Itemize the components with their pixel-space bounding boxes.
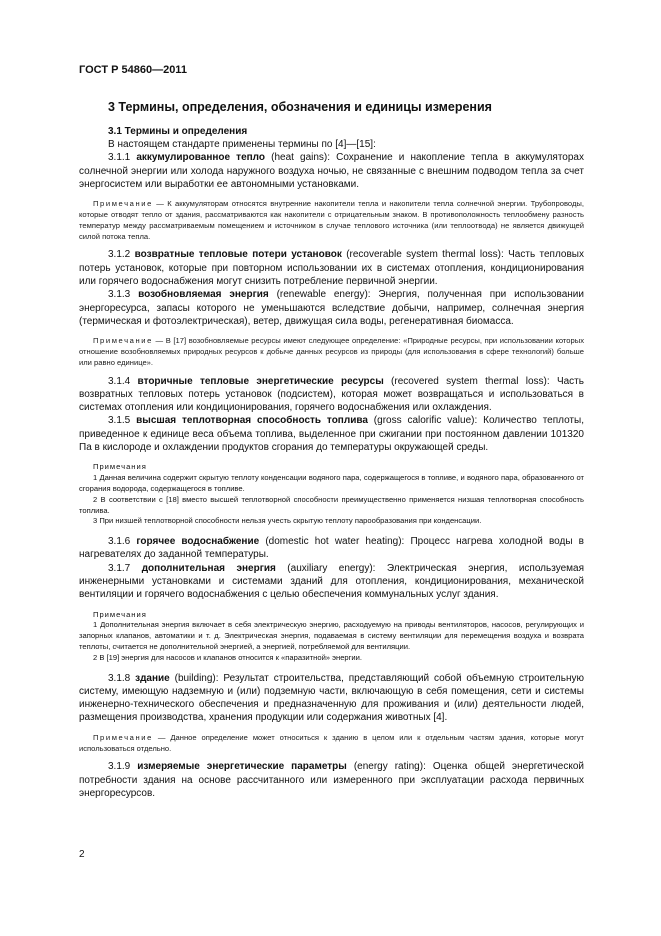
note-3-1-8 <box>79 733 584 755</box>
term-name: возвратные тепловые потери установок <box>134 249 342 261</box>
term-number: 3.1.3 <box>108 289 139 301</box>
note-text: — В [17] возобновляемые ресурсы имеют следующее определение: «Природные ресурсы, при использовании которых отношение возобновляемых природных ресурсов к добыче данных ресурсов из природы (для использования в сфере технологий) больше или равно единице». <box>79 336 584 367</box>
term-number: 3.1.6 <box>108 536 137 548</box>
term-name: аккумулированное тепло <box>136 152 266 164</box>
term-definition: (heat gains): Сохранение и накопление тепла в аккумуляторах солнечной энергии или холода наружного воздуха ночью, не связанные с внешним подводом тепла за счет энергосистем или выработки ее автономными установками. <box>79 152 584 190</box>
note-item: 2 В соответствии с [18] вместо высшей теплотворной способности преимущественно применяется низшая теплотворная способность топлива. <box>79 494 584 515</box>
notes-3-1-5 <box>79 462 584 527</box>
notes-3-1-7 <box>79 610 584 664</box>
page-content <box>79 99 584 800</box>
term-3-1-2 <box>79 248 584 288</box>
term-definition: (recovered system thermal loss): Часть возвратных тепловых потерь установок (подсистем), которая может возвращаться и использоваться в системах отопления или кондиционирования, горячего водоснабжения или охлаждения. <box>79 375 584 414</box>
term-number: 3.1.8 <box>108 672 136 684</box>
term-definition: (gross calorific value): Количество теплоты, приведенное к единице веса объема топлива, выделенное при сжигании при постоянном давлении 101320 Па в кислороде и охлаждении продуктов сгорания до температуры окружающей среды. <box>79 415 584 454</box>
term-3-1-9 <box>79 760 584 800</box>
term-3-1-4 <box>79 375 584 415</box>
document-header: ГОСТ Р 54860—2011 <box>79 64 187 76</box>
term-number: 3.1.2 <box>108 249 135 261</box>
term-name: горячее водоснабжение <box>136 536 260 548</box>
term-3-1-5 <box>79 414 584 454</box>
note-item: 1 Данная величина содержит скрытую теплоту конденсации водяного пара, содержащегося в топливе, и водяного пара, образованного от сгорания водорода, содержащегося в топливе. <box>79 473 584 493</box>
section-title: 3 Термины, определения, обозначения и единицы измерения <box>108 100 492 114</box>
note-item: 3 При низшей теплотворной способности нельзя учесть скрытую теплоту парообразования при конденсации. <box>93 516 482 526</box>
term-number: 3.1.7 <box>108 562 142 574</box>
note-item: 2 В [19] энергия для насосов и клапанов относится к «паразитной» энергии. <box>93 652 363 662</box>
intro-paragraph: В настоящем стандарте применены термины по [4]—[15]: <box>108 139 376 150</box>
term-definition: (domestic hot water heating): Процесс нагрева холодной воды в нагревателях до заданной температуры. <box>79 536 584 561</box>
term-name: измеряемые энергетические параметры <box>137 761 347 773</box>
note-3-1-3 <box>79 336 584 368</box>
term-name: вторичные тепловые энергетические ресурсы <box>137 375 384 387</box>
term-3-1-8 <box>79 672 584 725</box>
note-label: Примечание <box>93 199 153 209</box>
term-name: здание <box>135 672 170 684</box>
page-number: 2 <box>79 849 85 860</box>
term-3-1-1 <box>79 151 584 191</box>
term-name: высшая теплотворная способность топлива <box>136 415 368 427</box>
term-definition: (building): Результат строительства, представляющий собой объемную строительную систему, имеющую надземную и (или) подземную части, включающую в себя помещения, сети и системы инженерно-технического обеспечения и предназначенную для проживания и (или) деятельности людей, размещения производства, хранения продукции или содержания животных [4]. <box>79 672 584 724</box>
notes-label: Примечания <box>93 462 147 472</box>
term-definition: (auxiliary energy): Электрическая энергия, используемая инженерными установками и системами зданий для отопления, кондиционирования, механической вентиляции и горячего водоснабжения с целью обеспечения коммунальных услуг здания. <box>79 562 584 601</box>
term-number: 3.1.4 <box>108 375 138 387</box>
note-3-1-1 <box>79 199 584 242</box>
term-definition: (energy rating): Оценка общей энергетической потребности здания на основе рассчитанного или измеренного при эксплуатации расхода первичных энергоресурсов. <box>79 761 584 799</box>
note-text: — Данное определение может относиться к зданию в целом или к отдельным частям здания, которые могут использоваться отдельно. <box>79 732 584 753</box>
term-3-1-7 <box>79 562 584 602</box>
term-number: 3.1.5 <box>108 415 137 427</box>
term-3-1-6 <box>79 535 584 562</box>
note-label: Примечание <box>93 732 153 742</box>
term-number: 3.1.9 <box>108 761 138 773</box>
note-label: Примечание <box>93 336 153 346</box>
term-definition: (renewable energy): Энергия, полученная при использовании энергоресурса, запасы которого не уменьшаются вследствие добычи, например, солнечная энергия (термическая и фотоэлектрическая), ветер, движущая сила воды, регенеративная биомасса. <box>79 289 584 327</box>
note-item: 1 Дополнительная энергия включает в себя электрическую энергию, расходуемую на приводы вентиляторов, насосов, регулирующих и запорных клапанов, автоматики и т. д. Электрическая энергия, подаваемая в систему вентиляции для перемещения воздуха и возврата теплоты, считается не дополнительной энергией, а энергией, потребляемой для вентиляции. <box>79 620 584 651</box>
notes-label: Примечания <box>93 609 147 619</box>
note-text: — К аккумуляторам относятся внутренние накопители тепла и накопители тепла солнечной энергии. Трубопроводы, которые отводят тепло от здания, рассматриваются как накопители с отрицательным знаком. В противоположность теплообмену разность температур между рассматриваемым помещением и источником в случае теплового источника (или теплоотвода) не является движущей силой потока тепла. <box>79 199 584 241</box>
term-name: дополнительная энергия <box>141 562 276 574</box>
term-name: возобновляемая энергия <box>138 289 269 301</box>
term-definition: (recoverable system thermal loss): Часть тепловых потерь установок, которые при повторном использовании их в системах отопления, кондиционирования или горячего водоснабжения могут снизить потребление первичной энергии. <box>79 249 584 287</box>
term-3-1-3 <box>79 288 584 328</box>
term-number: 3.1.1 <box>108 152 137 164</box>
subsection-title: 3.1 Термины и определения <box>108 126 248 137</box>
